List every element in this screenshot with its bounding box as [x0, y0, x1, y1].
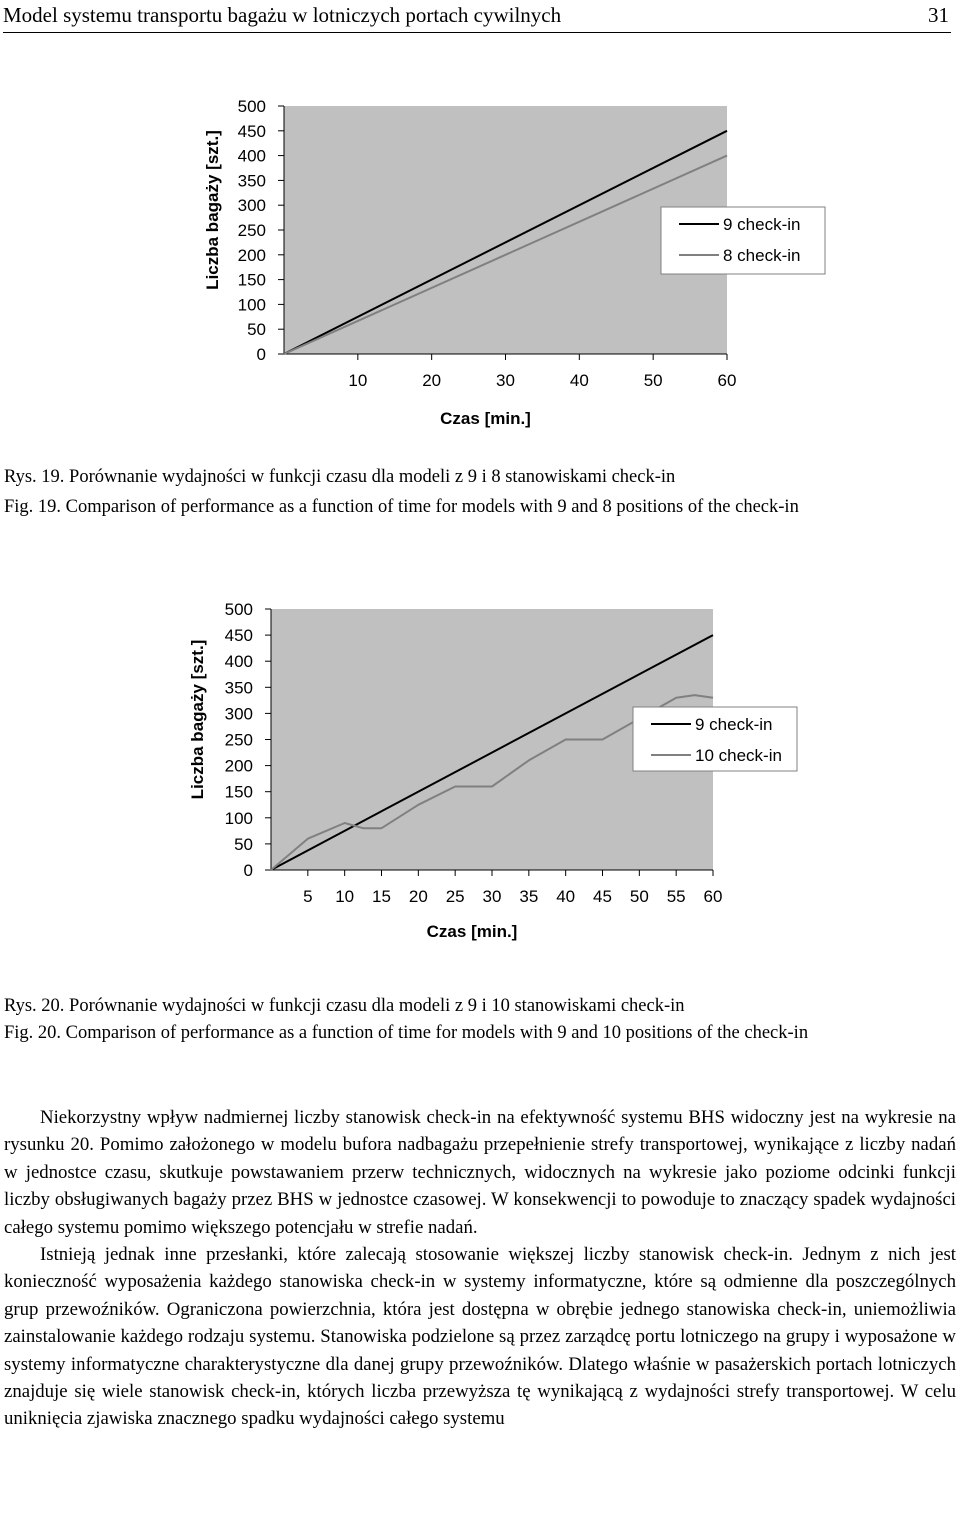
legend-label-0: 9 check-in	[695, 715, 773, 734]
x-tick-label: 20	[422, 371, 442, 390]
running-title: Model systemu transportu bagażu w lotniczych portach cywilnych	[3, 3, 562, 27]
y-tick-label: 350	[224, 678, 253, 698]
legend-label-1: 10 check-in	[695, 746, 782, 765]
y-tick-label: 100	[224, 808, 253, 828]
paragraph-1: Niekorzystny wpływ nadmiernej liczby stanowisk check-in na efektywność systemu BHS widoczny jest na wykresie na rysunku 20. Pomimo założonego w modelu bufora nadbagażu przepełnienie strefy transportowej, wynikające z liczby nadań w jednostce czasu, skutkuje powstawaniem przerw technicznych, widocznych na wykresie jako poziome odcinki funkcji liczby obsługiwanych bagaży przez BHS w jednostce czasowej. W konsekwencji to powoduje to znaczący spadek wydajności całego systemu pomimo większego potencjału w strefie nadań.	[4, 1107, 956, 1238]
y-tick-label: 150	[224, 782, 253, 802]
y-tick-label: 250	[237, 221, 266, 240]
page-number: 31	[928, 3, 949, 27]
legend-label-1: 8 check-in	[723, 246, 801, 265]
paragraph-2: Istnieją jednak inne przesłanki, które zalecają stosowanie większej liczby stanowisk check-in. Jednym z nich jest konieczność wyposażenia każdego stanowiska check-in w systemy informatyczne, które są odmienne dla poszczególnych grup przewoźników. Ograniczona powierzchnia, która jest dostępna w obrębie jednego stanowiska check-in, uniemożliwia zainstalowanie każdego rodzaju systemu. Stanowiska podzielone są przez zarządcę portu lotniczego na grupy i wyposażone w systemy informatyczne charakterystyczne dla danej grupy przewoźników. Dlatego właśnie w pasażerskich portach lotniczych znajduje się wiele stanowisk check-in, których liczba przewyższa tę wynikającą z wydajności strefy transportowej. W celu uniknięcia zjawiska znacznego spadku wydajności całego systemu	[4, 1244, 956, 1430]
y-tick-label: 0	[243, 861, 253, 880]
y-tick-label: 500	[237, 97, 266, 116]
y-tick-label: 50	[247, 320, 266, 340]
y-tick-label: 300	[237, 196, 266, 216]
legend-label-0: 9 check-in	[723, 215, 801, 234]
y-tick-label: 300	[224, 704, 253, 724]
x-tick-label: 20	[408, 887, 428, 906]
x-tick-label: 50	[629, 887, 649, 906]
y-tick-label: 500	[224, 600, 253, 619]
y-tick-label: 100	[237, 295, 266, 315]
y-axis-label: Liczba bagaży [szt.]	[203, 130, 222, 290]
y-tick-label: 350	[237, 171, 266, 191]
y-tick-label: 200	[224, 756, 253, 776]
y-tick-label: 400	[237, 146, 266, 166]
y-tick-label: 50	[234, 834, 253, 854]
figure-19-caption-en: Fig. 19. Comparison of performance as a function of time for models with 9 and 8 positions of the check-in	[4, 497, 799, 517]
x-tick-label: 25	[445, 887, 465, 906]
y-tick-label: 200	[237, 245, 266, 265]
figure-20-caption-en: Fig. 20. Comparison of performance as a function of time for models with 9 and 10 positions of the check-in	[4, 1023, 809, 1043]
y-tick-label: 150	[237, 270, 266, 290]
y-tick-label: 0	[256, 345, 266, 364]
y-axis-label: Liczba bagaży [szt.]	[188, 639, 207, 800]
x-axis-label: Czas [min.]	[426, 922, 518, 941]
x-tick-label: 40	[569, 371, 589, 390]
figure-19-caption-pl: Rys. 19. Porównanie wydajności w funkcji czasu dla modeli z 9 i 8 stanowiskami check-in	[4, 467, 676, 487]
x-tick-label: 60	[717, 371, 737, 390]
x-axis-label: Czas [min.]	[440, 409, 531, 428]
y-tick-label: 400	[224, 652, 253, 672]
x-tick-label: 10	[335, 887, 355, 906]
x-tick-label: 45	[593, 887, 612, 906]
x-tick-label: 5	[303, 887, 313, 906]
y-tick-label: 450	[237, 121, 266, 141]
body-text	[4, 1104, 956, 1433]
x-tick-label: 30	[482, 887, 502, 906]
x-tick-label: 60	[703, 887, 723, 906]
x-tick-label: 35	[519, 887, 539, 906]
figure-20-caption-pl: Rys. 20. Porównanie wydajności w funkcji czasu dla modeli z 9 i 10 stanowiskami check-in	[4, 996, 685, 1016]
x-tick-label: 55	[666, 887, 686, 906]
x-tick-label: 30	[496, 371, 515, 390]
y-tick-label: 450	[224, 626, 253, 646]
x-tick-label: 10	[348, 371, 368, 390]
x-tick-label: 15	[372, 887, 391, 906]
x-tick-label: 50	[643, 371, 663, 390]
x-tick-label: 40	[556, 887, 576, 906]
y-tick-label: 250	[224, 730, 253, 750]
